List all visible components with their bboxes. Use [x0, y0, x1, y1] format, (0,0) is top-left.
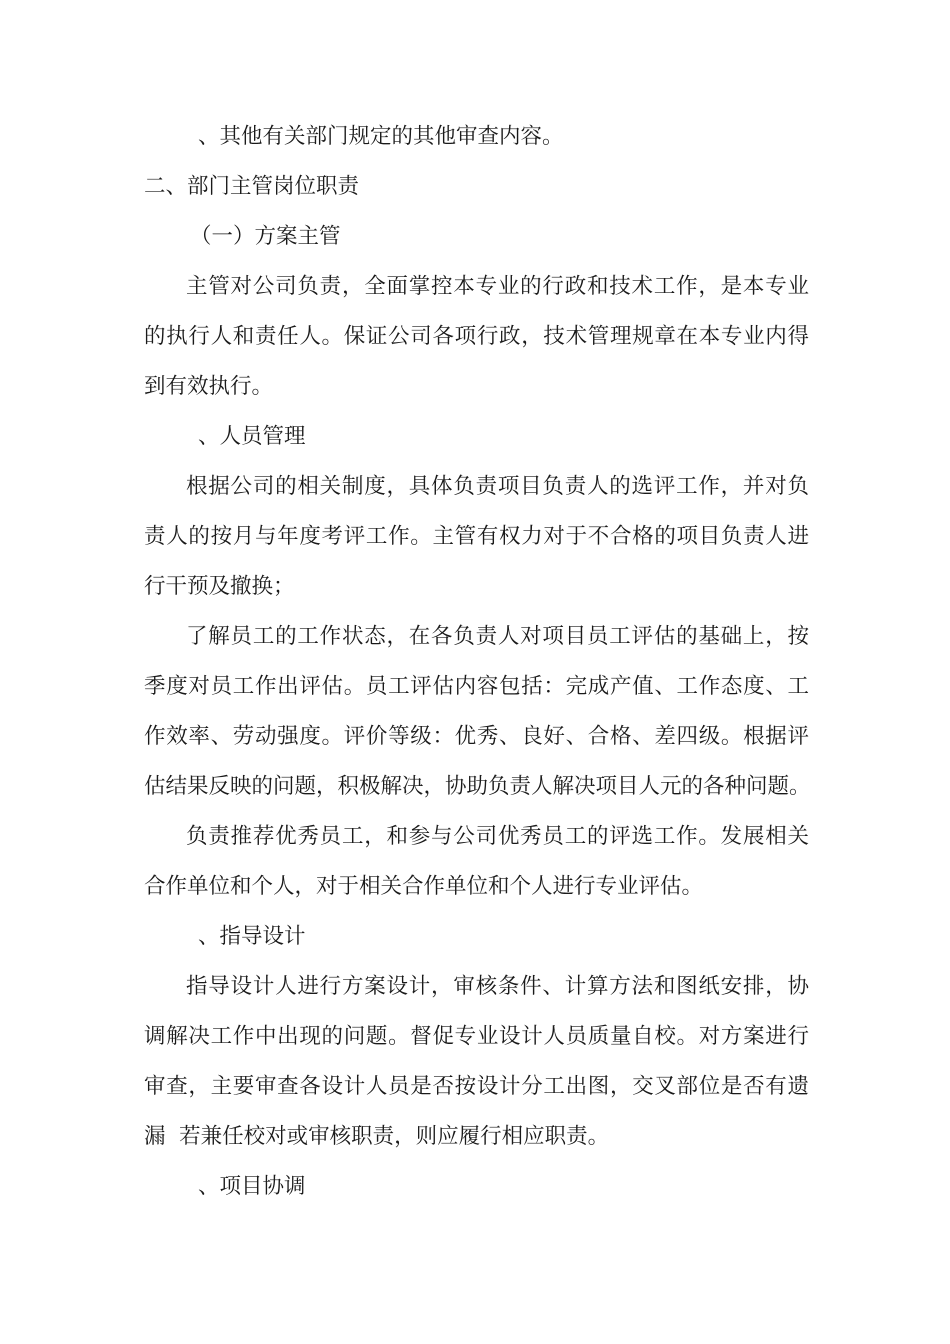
paragraph-line: 调解决工作中出现的问题。督促专业设计人员质量自校。对方案进行	[144, 1024, 809, 1049]
paragraph-line: 的执行人和责任人。保证公司各项行政，技术管理规章在本专业内得	[144, 324, 809, 349]
subsection-heading: （一）方案主管	[190, 224, 341, 249]
paragraph-line: 主管对公司负责，全面掌控本专业的行政和技术工作，是本专业	[186, 274, 809, 299]
paragraph-line: 合作单位和个人，对于相关合作单位和个人进行专业评估。	[144, 874, 704, 899]
paragraph-line: 到有效执行。	[144, 374, 274, 399]
paragraph-line: 行干预及撤换；	[144, 574, 295, 599]
paragraph-line: 估结果反映的问题，积极解决，协助负责人解决项目人元的各种问题。	[144, 774, 811, 799]
paragraph-line: 指导设计人进行方案设计，审核条件、计算方法和图纸安排，协	[186, 974, 809, 999]
item-heading-personnel: 、人员管理	[198, 424, 306, 449]
paragraph-line: 作效率、劳动强度。评价等级：优秀、良好、合格、差四级。根据评	[144, 724, 809, 749]
section-heading: 二、部门主管岗位职责	[144, 174, 360, 199]
item-heading-design-guidance: 、指导设计	[198, 924, 306, 949]
paragraph-line: 责人的按月与年度考评工作。主管有权力对于不合格的项目负责人进	[144, 524, 809, 549]
paragraph-line: 季度对员工作出评估。员工评估内容包括：完成产值、工作态度、工	[144, 674, 809, 699]
paragraph-line: 审查，主要审查各设计人员是否按设计分工出图，交叉部位是否有遗	[144, 1074, 809, 1099]
paragraph-line: 了解员工的工作状态，在各负责人对项目员工评估的基础上，按	[186, 624, 809, 649]
list-item-other-review: 、其他有关部门规定的其他审查内容。	[198, 124, 564, 149]
paragraph-line: 根据公司的相关制度，具体负责项目负责人的选评工作，并对负	[186, 474, 809, 499]
paragraph-line: 负责推荐优秀员工，和参与公司优秀员工的评选工作。发展相关	[186, 824, 809, 849]
item-heading-project-coordination: 、项目协调	[198, 1174, 306, 1199]
paragraph-line: 漏 若兼任校对或审核职责，则应履行相应职责。	[144, 1124, 610, 1149]
